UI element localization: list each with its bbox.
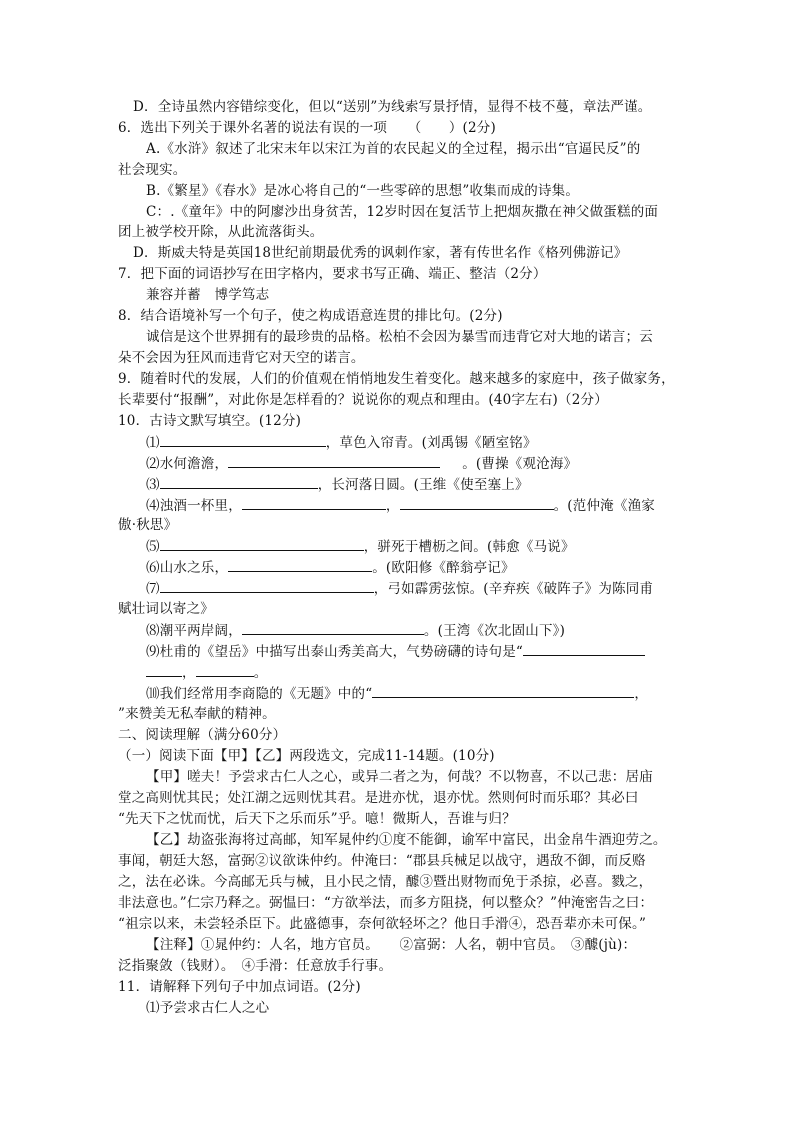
answer-blank[interactable]	[242, 620, 424, 635]
answer-blank[interactable]	[372, 683, 634, 698]
answer-blank[interactable]	[160, 474, 318, 489]
passage-yi-cont-3: 非法意也。”仁宗乃释之。弼愠曰：“方欲举法，而多方阻挠，何以整众？”仲淹密告之曰：	[118, 895, 654, 911]
passage-yi: 【乙】劫盗张海将过高邮，知军晁仲约①度不能御，谕军中富民，出金帛牛酒迎劳之。	[146, 832, 667, 848]
q10-item-4: ⑷浊酒一杯里， ， 。(范仲淹《渔家	[146, 495, 655, 516]
answer-blank[interactable]	[196, 662, 254, 677]
q10-item-3: ⑶ ，长河落日圆。(王维《使至塞上》	[146, 474, 529, 495]
passage-yi-cont-4: “祖宗以来，未尝轻杀臣下。此盛德事，奈何欲轻坏之？他日手滑④，恐吾辈亦未可保。”	[118, 916, 647, 932]
q8-context: 诚信是这个世界拥有的最珍贵的品格。松柏不会因为暴雪而违背它对大地的诺言；云	[146, 329, 653, 345]
annotations: 【注释】①晁仲约：人名，地方官员。 ②富弼：人名，朝中官员。 ③醵(jù)：	[146, 937, 637, 953]
answer-blank[interactable]	[160, 536, 364, 551]
answer-blank[interactable]	[228, 453, 440, 468]
answer-blank[interactable]	[242, 495, 386, 510]
q6-option-a: A.《水浒》叙述了北宋末年以宋江为首的农民起义的全过程，揭示出“官逼民反”的	[146, 141, 641, 157]
q10-stem: 10．古诗文默写填空。(12分)	[118, 413, 302, 429]
answer-blank[interactable]	[523, 641, 645, 656]
q7-words: 兼容并蓄 博学笃志	[146, 287, 270, 303]
q8-context-cont: 朵不会因为狂风而违背它对天空的诺言。	[118, 350, 365, 366]
answer-blank[interactable]	[146, 662, 182, 677]
q8-stem: 8．结合语境补写一个句子，使之构成语意连贯的排比句。(2分)	[118, 308, 503, 324]
q10-item-7-cont: 赋壮词以寄之》	[118, 601, 214, 617]
answer-blank[interactable]	[160, 432, 326, 447]
q10-item-5: ⑸ ，骈死于槽枥之间。(韩愈《马说》	[146, 536, 575, 557]
q10-item-7: ⑺ ，弓如霹雳弦惊。(辛弃疾《破阵子》为陈同甫	[146, 578, 653, 599]
q10-item-6: ⑹山水之乐， 。(欧阳修《醉翁亭记》	[146, 557, 515, 578]
q5-option-d: D．全诗虽然内容错综变化，但以“送别”为线索写景抒情，显得不枝不蔓，章法严谨。	[133, 99, 652, 115]
q10-item-4-cont: 傲·秋思》	[118, 517, 178, 533]
q9-stem-cont: 长辈要付“报酬”，对此你是怎样看的？说说你的观点和理由。(40字左右)（2分）	[118, 392, 608, 408]
q6-option-a-cont: 社会现实。	[118, 162, 187, 178]
q6-option-c: C：.《童年》中的阿廖沙出身贫苦，12岁时因在复活节上把烟灰撒在神父做蛋糕的面	[146, 204, 659, 220]
q9-stem: 9．随着时代的发展，人们的价值观在悄悄地发生着变化。越来越多的家庭中，孩子做家务，	[118, 371, 675, 387]
q10-item-9: ⑼杜甫的《望岳》中描写出泰山秀美高大，气势磅礴的诗句是“	[146, 641, 645, 662]
section-2-title: 二、阅读理解（满分60分）	[118, 727, 287, 743]
passage-yi-cont-2: 之，法在必诛。今高邮无兵与械，且小民之情，醵③暨出财物而免于杀掠，必喜。戮之，	[118, 874, 653, 890]
answer-blank[interactable]	[160, 578, 374, 593]
passage-yi-cont-1: 事闻，朝廷大怒，富弼②议欲诛仲约。仲淹曰：“郡县兵械足以战守，遇敌不御，而反赂	[118, 853, 646, 869]
q10-item-8: ⑻潮平两岸阔， 。(王湾《次北固山下》)	[146, 620, 565, 641]
answer-blank[interactable]	[228, 557, 372, 572]
q11-item-1: ⑴予尝求古仁人之心	[146, 1000, 270, 1016]
q10-item-9-cont: ， 。	[146, 662, 267, 683]
answer-blank[interactable]	[400, 495, 554, 510]
q6-option-d: D．斯威夫特是英国18世纪前期最优秀的讽刺作家，著有传世名作《格列佛游记》	[133, 245, 628, 261]
passage-jia-cont-2: “先天下之忧而忧，后天下之乐而乐”乎。噫！微斯人，吾谁与归？	[118, 811, 516, 827]
q7-stem: 7．把下面的词语抄写在田字格内，要求书写正确、端正、整洁（2分）	[118, 266, 547, 282]
q6-option-c-cont: 团上被学校开除，从此流落街头。	[118, 224, 324, 240]
reading-1-instruction: （一）阅读下面【甲】【乙】两段选文，完成11-14题。(10分)	[118, 748, 495, 764]
q10-item-10: ⑽我们经常用李商隐的《无题》中的“ ，	[146, 683, 648, 704]
q11-stem: 11．请解释下列句子中加点词语。(2分)	[118, 979, 361, 995]
passage-jia: 【甲】嗟夫！予尝求古仁人之心，或异二者之为，何哉？不以物喜，不以己悲：居庙	[146, 769, 653, 785]
passage-jia-cont-1: 堂之高则忧其民；处江湖之远则忧其君。是进亦忧，退亦忧。然则何时而乐耶？其必曰	[118, 790, 639, 806]
q10-item-10-cont: ”来赞美无私奉献的精神。	[118, 706, 276, 722]
q6-stem: 6．选出下列关于课外名著的说法有误的一项 （ ）(2分)	[118, 120, 496, 136]
q10-item-1: ⑴ ，草色入帘青。(刘禹锡《陋室铭》	[146, 432, 537, 453]
q10-item-2: ⑵水何澹澹， 。(曹操《观沧海》	[146, 453, 577, 474]
q6-option-b: B.《繁星》《春水》是冰心将自己的“一些零碎的思想”收集而成的诗集。	[146, 183, 580, 199]
annotations-cont: 泛指聚敛（钱财）。 ④手滑：任意放手行事。	[118, 958, 393, 974]
